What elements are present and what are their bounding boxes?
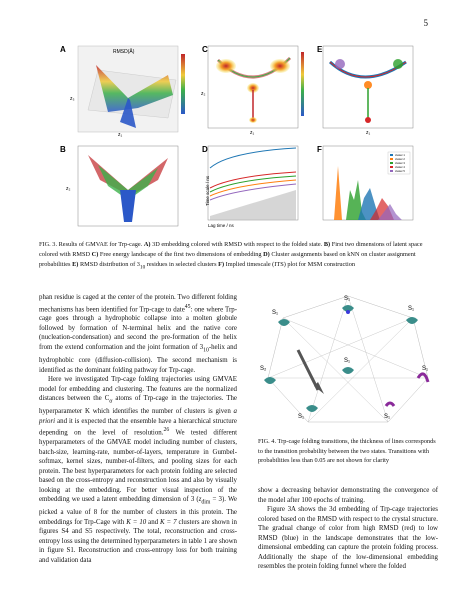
svg-text:S₁: S₁: [408, 306, 415, 312]
figure-4-caption: FIG. 4. Trp-cage folding transitions, the thickness of lines corresponds to the transition probability between the two states. Transitions with probabilities less than 0.05 are not shown for clarity: [258, 438, 436, 465]
state-node: [298, 405, 318, 420]
state-node: [260, 366, 276, 384]
right-column: [258, 486, 438, 572]
axis-label-z2-c: z₂: [201, 91, 206, 97]
svg-text:S₁: S₁: [384, 414, 391, 420]
left-paragraph-2: Here we investigated Trp-cage folding trajectories using GMVAE model for embedding and clustering. The features are the normalized distances between the $C_\alpha$ atoms of Trp-cage in the trajectories. The hyperparameter K which identifies the number of clusters is given a priori and it is expected that the ensemble have a hierarchical structure depending on the level of resolution.$^{26}$ We tested different hyperparameters of the GMVAE model including number of clusters, batch-size, learning-rate, number-of-layers, temperature in Gumbel-softmax, kernel sizes, number-of-filters, and pooling sizes for each protein. The best hyperparameters for each protein folding are selected based on the cross-entropy and reconstruction loss and also by visually looking at the embedding. For better visual inspection of the embedding we used a latent embedding dimension of 3 $(z_{dim} = 3)$. We picked a value of 8 for the number of clusters in this protein. The embeddings for Trp-Cage with K = 10 and K = 7 clusters are shown in figures S4 and S5 respectively. The total, reconstruction and cross-entropy loss using the determined hyperparameters in table 1 are shown in figure S1. Reconstruction and cross-entropy loss for both training and validation data: [39, 376, 238, 564]
axis-label-z2-b: z₂: [66, 186, 71, 192]
legend-cluster-2: cluster 2: [395, 158, 405, 161]
figure-4: [258, 290, 438, 430]
panel-d: [205, 146, 298, 228]
state-node: [342, 296, 354, 314]
svg-text:S₁: S₁: [344, 296, 351, 302]
legend-cluster-1: cluster 1: [395, 154, 405, 157]
svg-text:S₂: S₂: [260, 366, 267, 372]
legend-cluster-5: cluster 5: [395, 170, 405, 173]
panel-e: [323, 46, 413, 136]
panel-label-a: A: [60, 45, 66, 54]
svg-text:S₁: S₁: [422, 366, 429, 372]
legend-cluster-3: cluster 3: [395, 162, 405, 165]
svg-text:S₁: S₁: [298, 414, 305, 420]
panel-b: [66, 146, 178, 226]
axis-label-z3: z₃: [70, 96, 75, 102]
axis-label-z1-c: z₁: [250, 130, 255, 136]
panel-label-b: B: [60, 145, 66, 154]
right-paragraph-2: Figure 3A shows the 3d embedding of Trp-cage trajectories colored based on the RMSD with respect to the crystal structure. The gradual change of color from high RMSD (red) to low RMSD (blue) in the landscape demonstrates that the low-dimensional embedding can capture the protein folding process. Additionally the shape of the low-dimensional embedding resembles the protein folding funnel where the folded: [258, 506, 438, 571]
panel-label-f: F: [317, 145, 322, 154]
state-node: [406, 306, 418, 324]
colorbar: [181, 54, 185, 114]
page-number: 5: [423, 18, 428, 28]
panel-label-d: D: [202, 145, 208, 154]
svg-text:S₁: S₁: [344, 358, 351, 364]
panel-c: [201, 46, 304, 136]
panel-label-c: C: [202, 45, 208, 54]
panel-a-title: RMSD(Å): [113, 49, 135, 55]
state-node: [342, 358, 354, 374]
state-node: [272, 310, 290, 326]
figure-3-caption: FIG. 3. Results of GMVAE for Trp-cage. A) 3D embedding colored with RMSD with respect to the folded state. B) First two dimensions of latent space colored with RMSD C) Free energy landscape of the first two dimensions of embedding D) Cluster assignments based on kNN on cluster assignment probabilities E) RMSD distribution of $3_{10}$ residues in selected clusters F) Implied timescale (ITS) plot for MSM construction: [39, 241, 423, 270]
legend-cluster-4: cluster 4: [395, 166, 405, 169]
right-paragraph-1: show a decreasing behavior demonstrating the convergence of the model after 100 epochs of training.: [258, 487, 438, 504]
left-column: [39, 293, 237, 565]
panel-f: [323, 146, 413, 220]
axis-label-lag: Lag time / ns: [208, 223, 234, 228]
svg-text:S₁: S₁: [272, 310, 279, 316]
panel-a: [70, 46, 185, 138]
state-node: [384, 403, 394, 420]
figure-3: [58, 40, 418, 230]
panel-label-e: E: [317, 45, 323, 54]
left-paragraph-1: phan residue is caged at the center of the protein. Two different folding mechanisms has been identified for Trp-cage to date$^{45}$: one where Trp-cage goes through a hydrophobic collapse into a molten globule followed by formation of N-terminal helix and the native core (nucleation-condensation) and second the pre-formation of the helix from the extend conformation and the joint formation of $3_{10}$-helix and hydrophobic core (diffusion-collision). The second mechanism is identified as the dominant folding pathway for Trp-cage.: [39, 294, 237, 374]
figure-3-graphic: [58, 40, 418, 230]
axis-label-z1: z₁: [118, 132, 123, 138]
axis-label-its: Time scale / ns: [205, 175, 210, 206]
figure-4-network: [258, 290, 438, 430]
axis-label-z1-e: z₁: [366, 130, 371, 136]
state-node: [418, 366, 428, 382]
